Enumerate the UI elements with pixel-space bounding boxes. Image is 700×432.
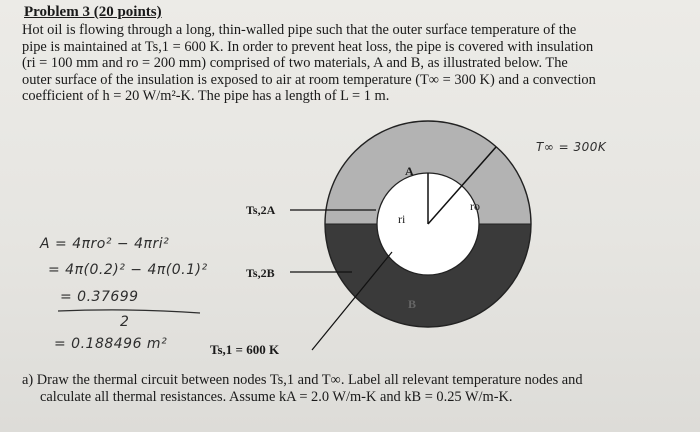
handwritten-area-substitution: = 4π(0.2)² − 4π(0.1)² (48, 262, 208, 278)
part-a-line-1: a) Draw the thermal circuit between nodes Ts,1 and T∞. Label all relevant temperature nodes and (22, 372, 583, 388)
handwritten-area-result: = 0.37699 (60, 289, 139, 305)
statement-line-3: (ri = 100 mm and ro = 200 mm) comprised of two materials, A and B, as illustrated below. The (22, 55, 568, 72)
label-b: B (408, 297, 417, 311)
label-ri: ri (398, 212, 406, 226)
handwritten-area-formula: A = 4πro² − 4πri² (40, 236, 170, 252)
label-a: A (405, 164, 414, 178)
fraction-bar (58, 310, 200, 313)
label-ts2b: Ts,2B (246, 266, 275, 280)
part-a-question (22, 372, 692, 406)
part-a-line-2: calculate all thermal resistances. Assume kA = 2.0 W/m-K and kB = 0.25 W/m-K. (40, 389, 513, 405)
statement-line-1: Hot oil is flowing through a long, thin-walled pipe such that the outer surface temperature of the (22, 22, 577, 38)
handwritten-half-area: = 0.188496 m² (54, 336, 168, 352)
problem-title: Problem 3 (20 points) (24, 4, 162, 20)
label-ro: ro (470, 199, 480, 213)
handwritten-divisor: 2 (120, 314, 130, 330)
statement-line-5: coefficient of h = 20 W/m²-K. The pipe has a length of L = 1 m. (22, 88, 390, 105)
statement-line-4: outer surface of the insulation is exposed to air at room temperature (T∞ = 300 K) and a convection (22, 71, 596, 88)
label-ts1: Ts,1 = 600 K (210, 342, 280, 357)
handwritten-t-inf: T∞ = 300K (536, 140, 607, 154)
statement-line-2: pipe is maintained at Ts,1 = 600 K. In order to prevent heat loss, the pipe is covered with insulation (22, 38, 594, 55)
label-ts2a: Ts,2A (246, 203, 276, 217)
